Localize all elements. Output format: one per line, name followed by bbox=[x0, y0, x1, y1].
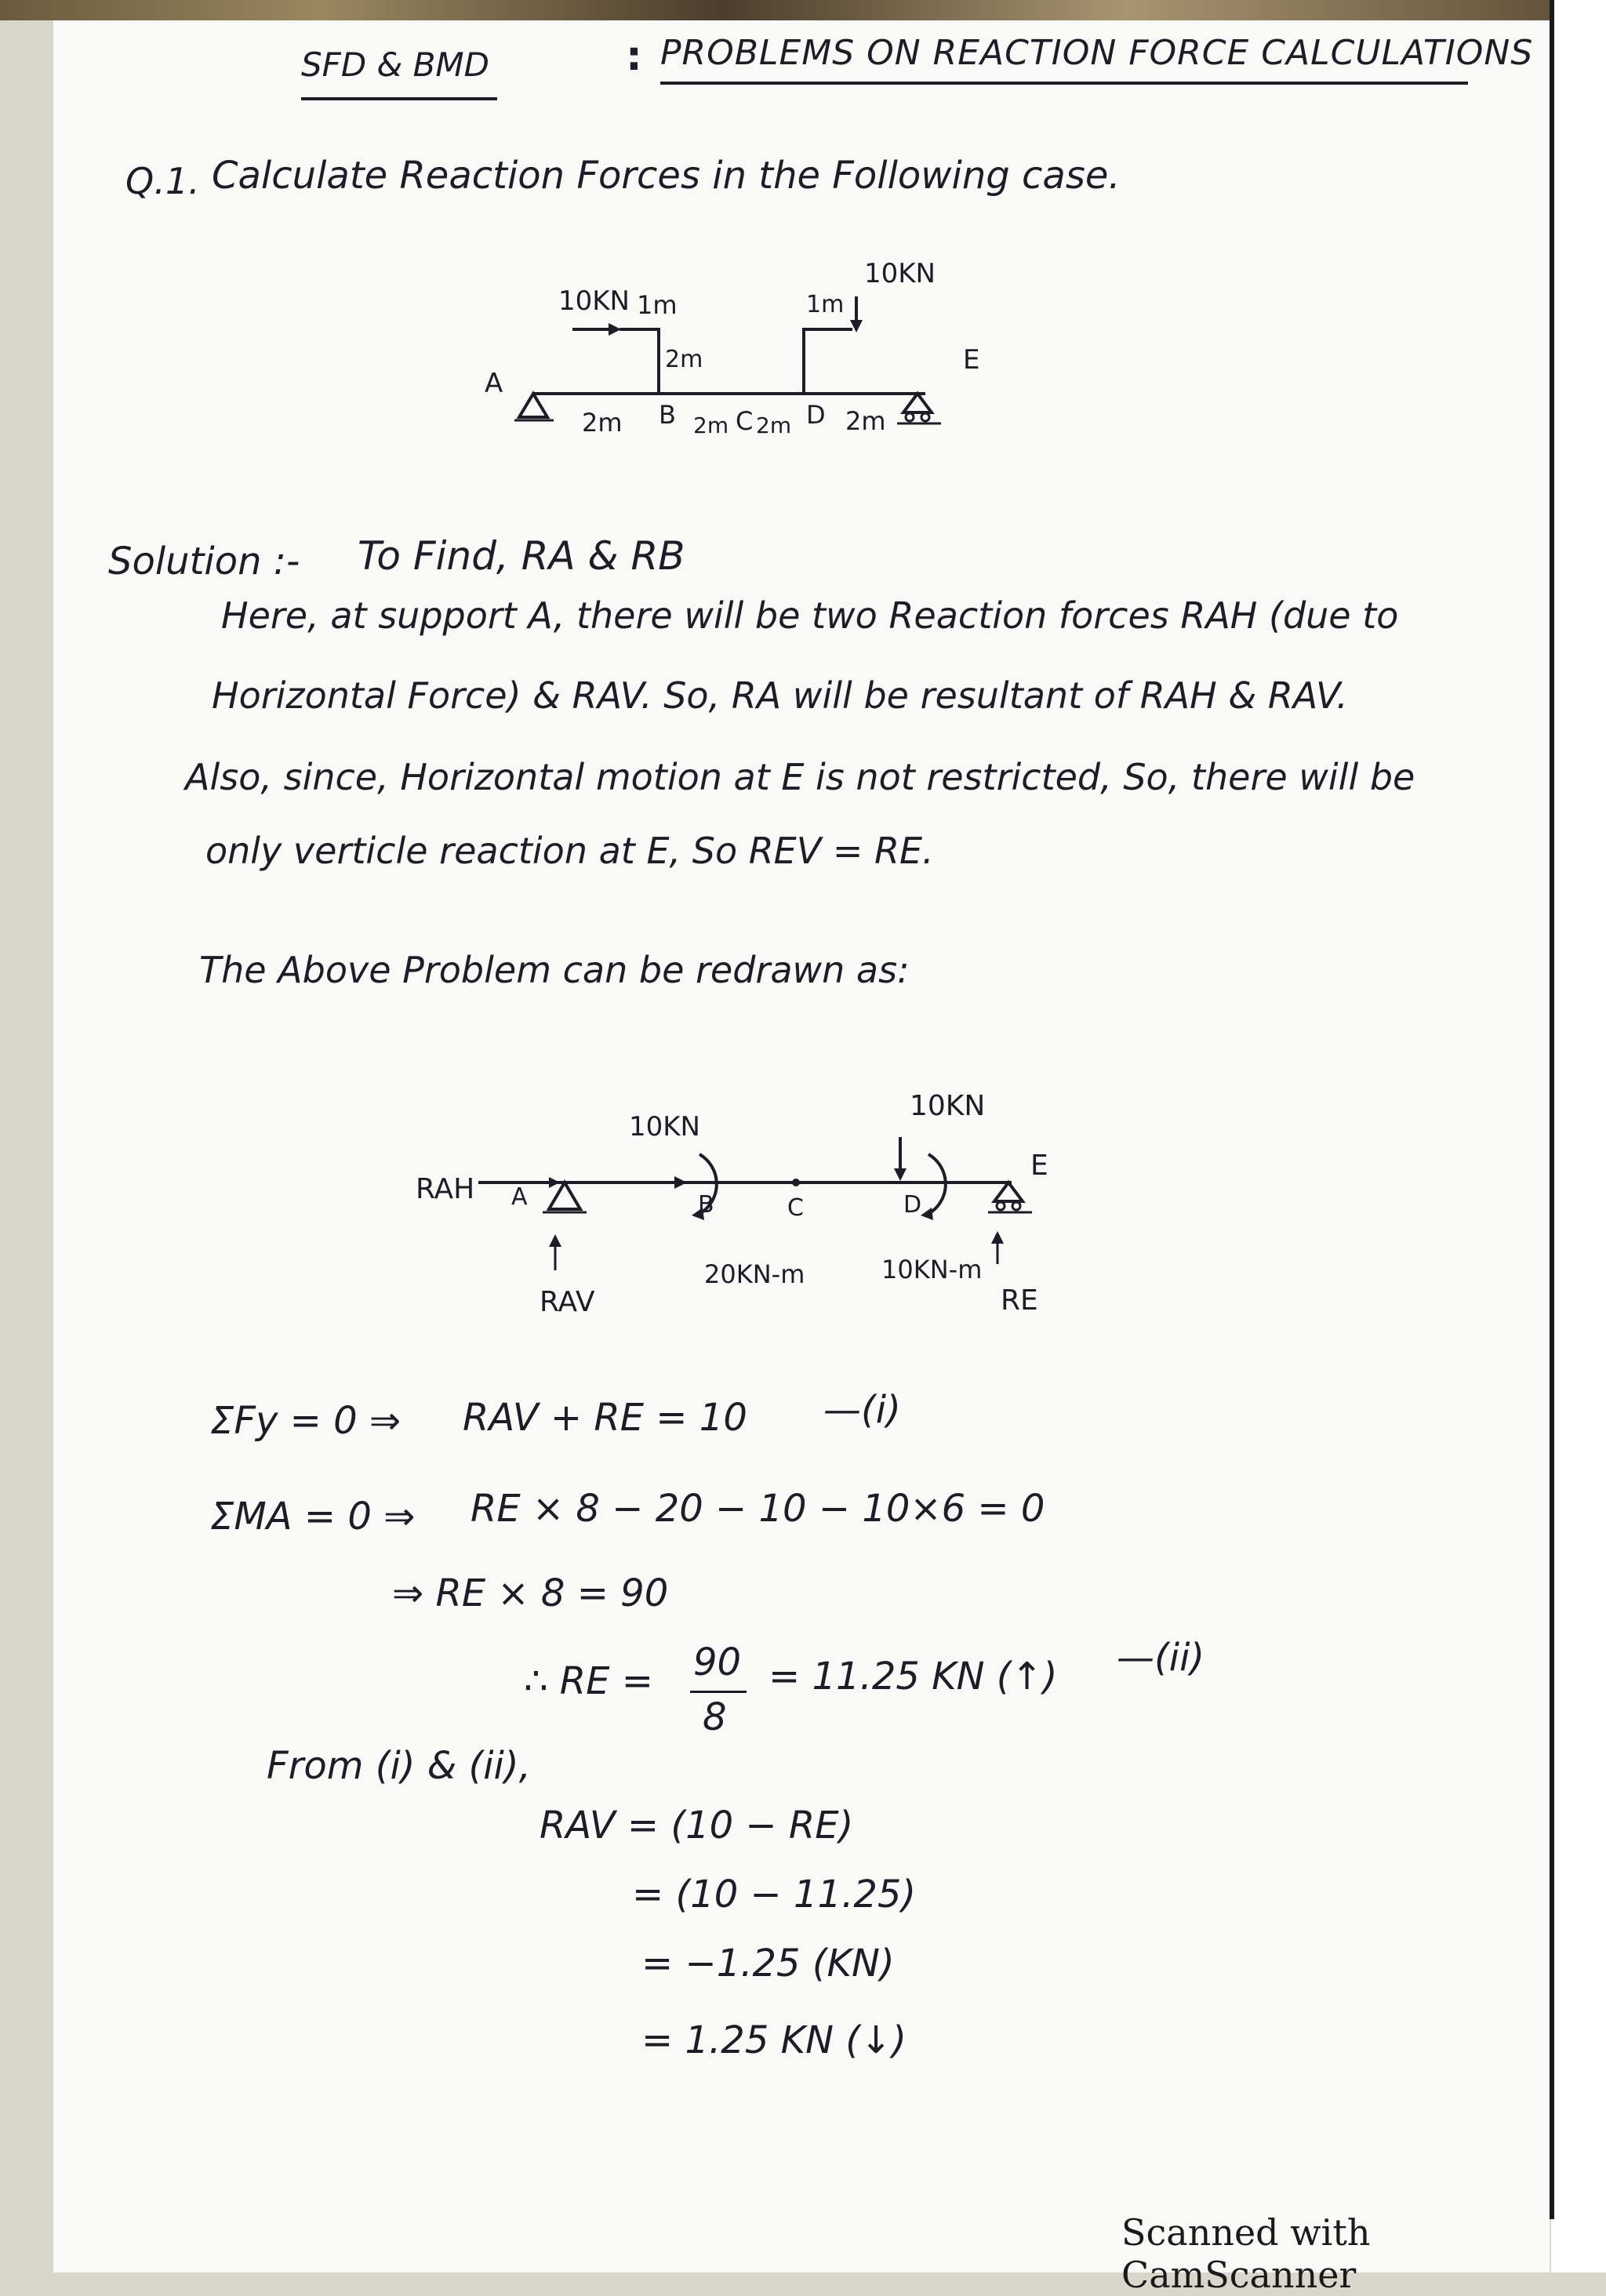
header-colon: : bbox=[626, 33, 642, 80]
rav-step-3: = −1.25 (KN) bbox=[641, 1942, 895, 1985]
label-a2: A bbox=[511, 1183, 528, 1211]
arrow-head-icon bbox=[921, 1208, 933, 1220]
eq4-numerator: 90 bbox=[693, 1640, 742, 1684]
arrow-head-icon bbox=[549, 1234, 561, 1247]
solution-line-4: only verticle reaction at E, So REV = RE. bbox=[205, 830, 934, 872]
eq1-rhs: RAV + RE = 10 bbox=[463, 1396, 747, 1440]
solution-to-find: To Find, RA & RB bbox=[358, 533, 685, 579]
label-e: E bbox=[963, 344, 980, 376]
span-c: C bbox=[736, 406, 754, 436]
header-topic: SFD & BMD bbox=[301, 45, 490, 84]
label-load-b: 10KN bbox=[629, 1111, 700, 1143]
label-load-v: 10KN bbox=[864, 258, 936, 289]
header-topic-underline bbox=[301, 97, 497, 100]
page-right-margin bbox=[1551, 0, 1606, 2272]
point-c bbox=[792, 1179, 800, 1186]
solution-line-3: Also, since, Horizontal motion at E is not restricted, So, there will be bbox=[185, 756, 1415, 798]
bracket-b bbox=[620, 329, 659, 394]
pin-support-icon bbox=[519, 394, 547, 417]
solution-heading: Solution :- bbox=[108, 539, 300, 583]
header-title-underline bbox=[660, 82, 1468, 85]
label-d2: D bbox=[903, 1191, 922, 1219]
eq2-rhs: RE × 8 − 20 − 10 − 10×6 = 0 bbox=[471, 1487, 1045, 1531]
header-title: PROBLEMS ON REACTION FORCE CALCULATIONS bbox=[660, 33, 1534, 73]
question-number: Q.1. bbox=[125, 160, 200, 202]
roller-support-icon bbox=[994, 1183, 1023, 1201]
label-arm-b: 1m bbox=[637, 290, 678, 320]
label-b2: B bbox=[698, 1191, 714, 1219]
eq1-tag: —(i) bbox=[823, 1388, 901, 1432]
label-rah: RAH bbox=[416, 1173, 475, 1205]
rav-step-2: = (10 − 11.25) bbox=[632, 1873, 917, 1916]
eq4-result: = 11.25 KN (↑) bbox=[768, 1655, 1058, 1698]
scanner-watermark: Scanned with CamScanner bbox=[1121, 2211, 1371, 2296]
label-a: A bbox=[485, 368, 503, 399]
solution-line-2: Horizontal Force) & RAV. So, RA will be resultant of RAH & RAV. bbox=[212, 674, 1348, 717]
eq4-prefix: ∴ RE = bbox=[524, 1659, 653, 1703]
photo-top-strip bbox=[0, 0, 1606, 20]
label-load-d: 10KN bbox=[910, 1090, 986, 1122]
eq4-tag: —(ii) bbox=[1117, 1636, 1205, 1680]
rav-step-4: = 1.25 KN (↓) bbox=[641, 2018, 907, 2062]
span-2: 2m bbox=[693, 412, 729, 438]
redrawn-figure bbox=[408, 1082, 1098, 1349]
solution-line-1: Here, at support A, there will be two Reaction forces RAH (due to bbox=[221, 594, 1399, 637]
from-label: From (i) & (ii), bbox=[267, 1744, 531, 1788]
label-c2: C bbox=[787, 1194, 804, 1222]
label-re: RE bbox=[1001, 1284, 1038, 1317]
label-arm-d: 1m bbox=[806, 291, 845, 318]
label-rav: RAV bbox=[540, 1286, 595, 1318]
span-4: 2m bbox=[845, 406, 886, 436]
arrow-head-icon bbox=[609, 323, 621, 336]
span-d: D bbox=[806, 400, 826, 430]
beam-figure bbox=[471, 251, 1004, 455]
page-border-line bbox=[1550, 0, 1554, 2219]
roller-support-icon bbox=[903, 394, 932, 412]
pin-support-icon bbox=[549, 1183, 580, 1209]
eq3: ⇒ RE × 8 = 90 bbox=[392, 1571, 669, 1615]
label-e2: E bbox=[1030, 1150, 1048, 1182]
span-1: 2m bbox=[582, 408, 623, 438]
label-height-b: 2m bbox=[665, 346, 703, 373]
eq2-lhs: ΣMA = 0 ⇒ bbox=[210, 1495, 416, 1539]
arrow-head-icon bbox=[674, 1176, 687, 1189]
redrawn-text: The Above Problem can be redrawn as: bbox=[199, 949, 910, 991]
eq4-denominator: 8 bbox=[703, 1695, 727, 1739]
arrow-head-icon bbox=[991, 1231, 1004, 1244]
label-moment-d: 10KN-m bbox=[881, 1255, 983, 1284]
arrow-head-icon bbox=[894, 1168, 907, 1181]
rav-step-1: RAV = (10 − RE) bbox=[540, 1804, 854, 1847]
eq1-lhs: ΣFy = 0 ⇒ bbox=[210, 1399, 402, 1443]
bracket-d bbox=[804, 329, 852, 394]
label-load-h: 10KN bbox=[558, 285, 630, 317]
span-3: 2m bbox=[756, 412, 792, 438]
fraction-bar bbox=[690, 1691, 747, 1693]
label-moment-b: 20KN-m bbox=[704, 1259, 805, 1289]
arrow-head-icon bbox=[549, 1177, 560, 1188]
question-text: Calculate Reaction Forces in the Following case. bbox=[212, 154, 1121, 198]
span-b: B bbox=[659, 400, 676, 430]
